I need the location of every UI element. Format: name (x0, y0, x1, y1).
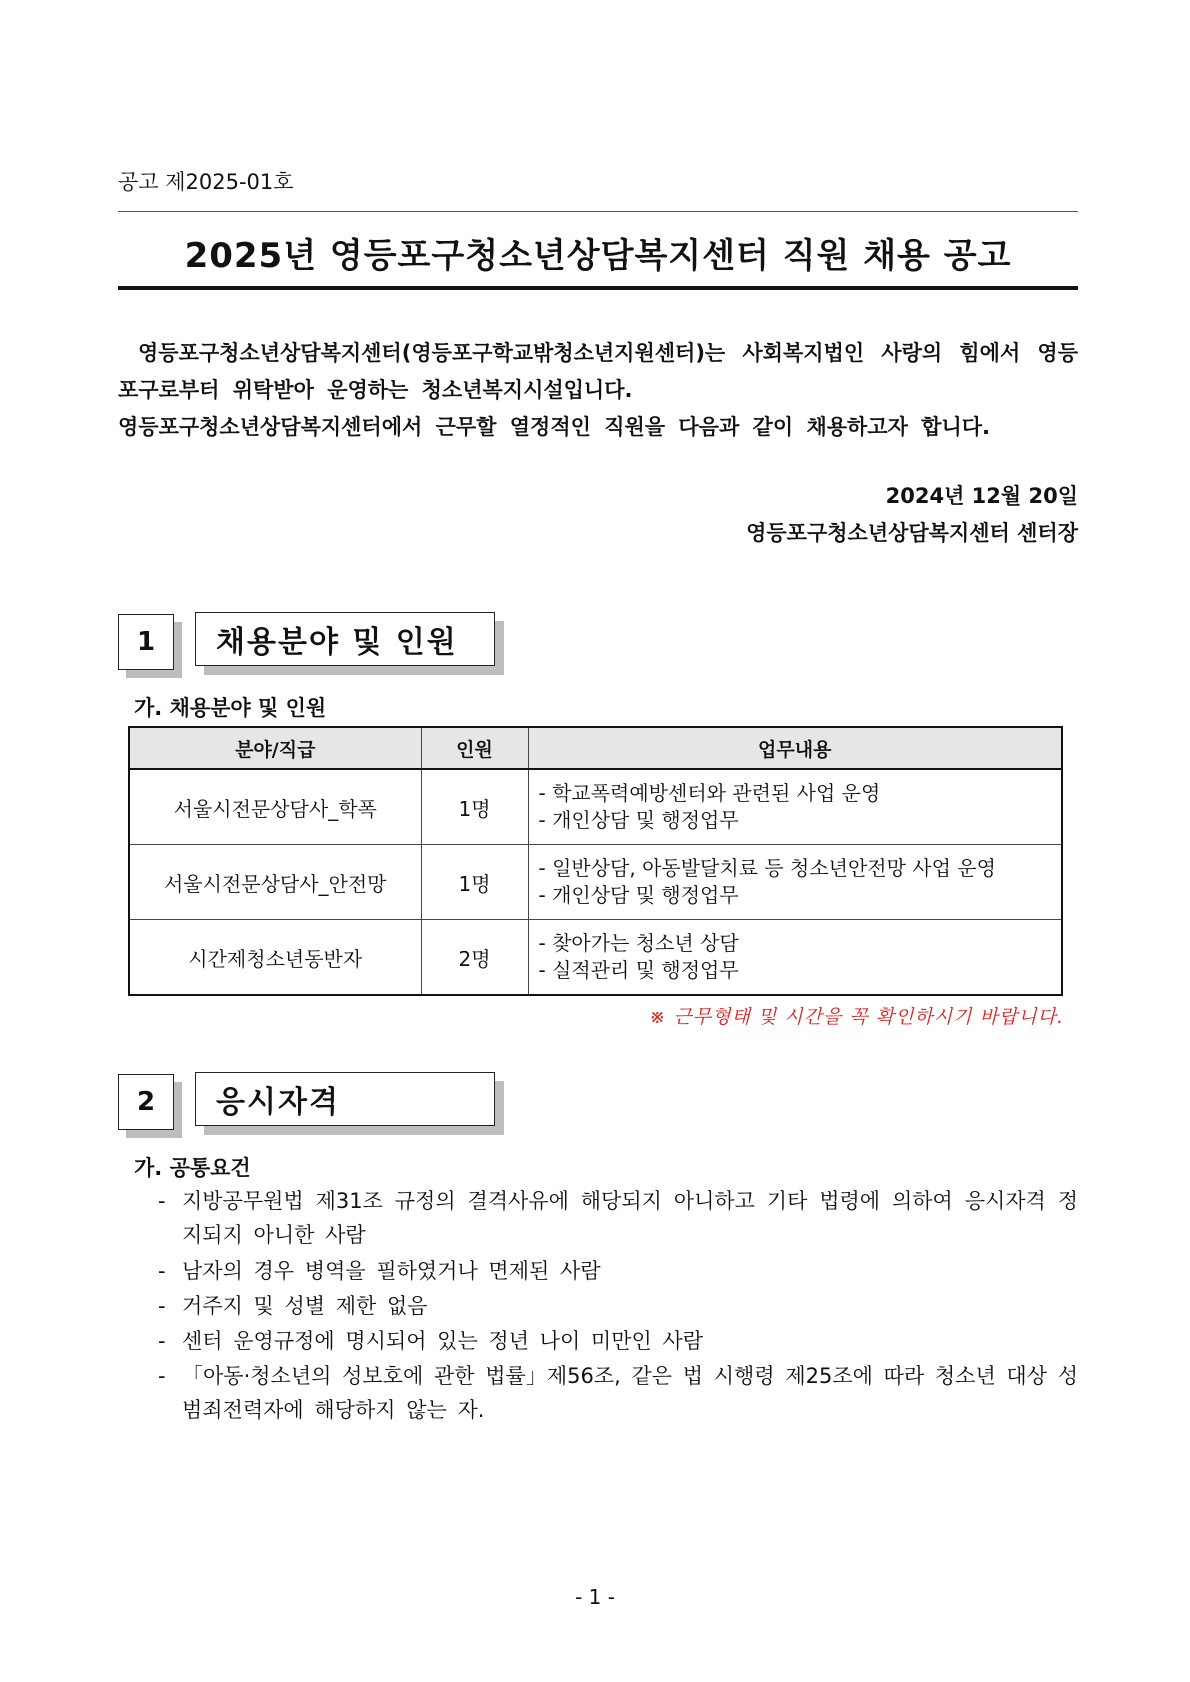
bullet-dash: - (158, 1189, 166, 1213)
requirement-text: 「아동·청소년의 성보호에 관한 법률」제56조, 같은 법 시행령 제25조에 따라 청소년 대상 성범죄전력자에 해당하지 않는 자. (182, 1364, 1078, 1422)
row-field: 서울시전문상담사_안전망 (129, 845, 421, 920)
duty-line: - 실적관리 및 행정업무 (538, 958, 739, 982)
section-2-subheading: 가. 공통요건 (134, 1156, 251, 1180)
table-row (129, 920, 1062, 996)
requirement-text: 센터 운영규정에 명시되어 있는 정년 나이 미만인 사람 (182, 1329, 704, 1353)
title-underline (118, 286, 1078, 290)
section-1-title: 채용분야 및 인원 (195, 612, 495, 666)
bullet-dash: - (158, 1364, 166, 1388)
duty-line: - 일반상담, 아동발달치료 등 청소년안전망 사업 운영 (538, 856, 996, 880)
row-duties (528, 845, 1062, 920)
row-count: 2명 (421, 920, 528, 996)
bullet-dash: - (158, 1259, 166, 1283)
row-duties (528, 920, 1062, 996)
intro-paragraph-1: 영등포구청소년상담복지센터(영등포구학교밖청소년지원센터)는 사회복지법인 사랑의 힘에서 영등포구로부터 위탁받아 운영하는 청소년복지시설입니다. (118, 341, 1078, 402)
row-field: 시간제청소년동반자 (129, 920, 421, 996)
requirement-item (158, 1254, 1078, 1288)
requirement-text: 지방공무원법 제31조 규정의 결격사유에 해당되지 아니하고 기타 법령에 의하여 응시자격 정지되지 아니한 사람 (182, 1189, 1078, 1247)
duty-line: - 찾아가는 청소년 상담 (538, 931, 739, 955)
duty-line: - 개인상담 및 행정업무 (538, 808, 739, 832)
page-number: - 1 - (575, 1585, 615, 1609)
bullet-dash: - (158, 1294, 166, 1318)
page-title: 2025년 영등포구청소년상담복지센터 직원 채용 공고 (184, 236, 1012, 276)
top-divider (118, 211, 1078, 212)
header-count: 인원 (421, 727, 528, 769)
requirement-item (158, 1184, 1078, 1252)
section-2-number: 2 (118, 1074, 174, 1130)
intro-paragraph-2: 영등포구청소년상담복지센터에서 근무할 열정적인 직원을 다음과 같이 채용하고자 합니다. (118, 415, 991, 439)
bullet-dash: - (158, 1329, 166, 1353)
row-count: 1명 (421, 845, 528, 920)
work-schedule-note: ※ 근무형태 및 시간을 꼭 확인하시기 바랍니다. (649, 1006, 1064, 1028)
requirement-text: 남자의 경우 병역을 필하였거나 면제된 사람 (182, 1259, 601, 1283)
row-field: 서울시전문상담사_학폭 (129, 769, 421, 845)
section-1-subheading: 가. 채용분야 및 인원 (134, 696, 327, 720)
notice-date: 2024년 12월 20일 (885, 484, 1078, 508)
jobs-table (128, 726, 1063, 996)
header-field: 분야/직급 (129, 727, 421, 769)
intro-text (118, 335, 1078, 446)
requirement-text: 거주지 및 성별 제한 없음 (182, 1294, 428, 1318)
requirement-item (158, 1359, 1078, 1427)
section-1-number: 1 (118, 614, 174, 670)
notice-number: 공고 제2025-01호 (118, 170, 294, 194)
table-row (129, 845, 1062, 920)
section-2-title: 응시자격 (195, 1072, 495, 1126)
header-duties: 업무내용 (528, 727, 1062, 769)
row-duties (528, 769, 1062, 845)
duty-line: - 학교폭력예방센터와 관련된 사업 운영 (538, 781, 881, 805)
row-count: 1명 (421, 769, 528, 845)
table-header-row (129, 727, 1062, 769)
duty-line: - 개인상담 및 행정업무 (538, 883, 739, 907)
requirement-item (158, 1289, 1078, 1323)
requirement-item (158, 1324, 1078, 1358)
signing-organization: 영등포구청소년상담복지센터 센터장 (746, 521, 1078, 545)
table-row (129, 769, 1062, 845)
